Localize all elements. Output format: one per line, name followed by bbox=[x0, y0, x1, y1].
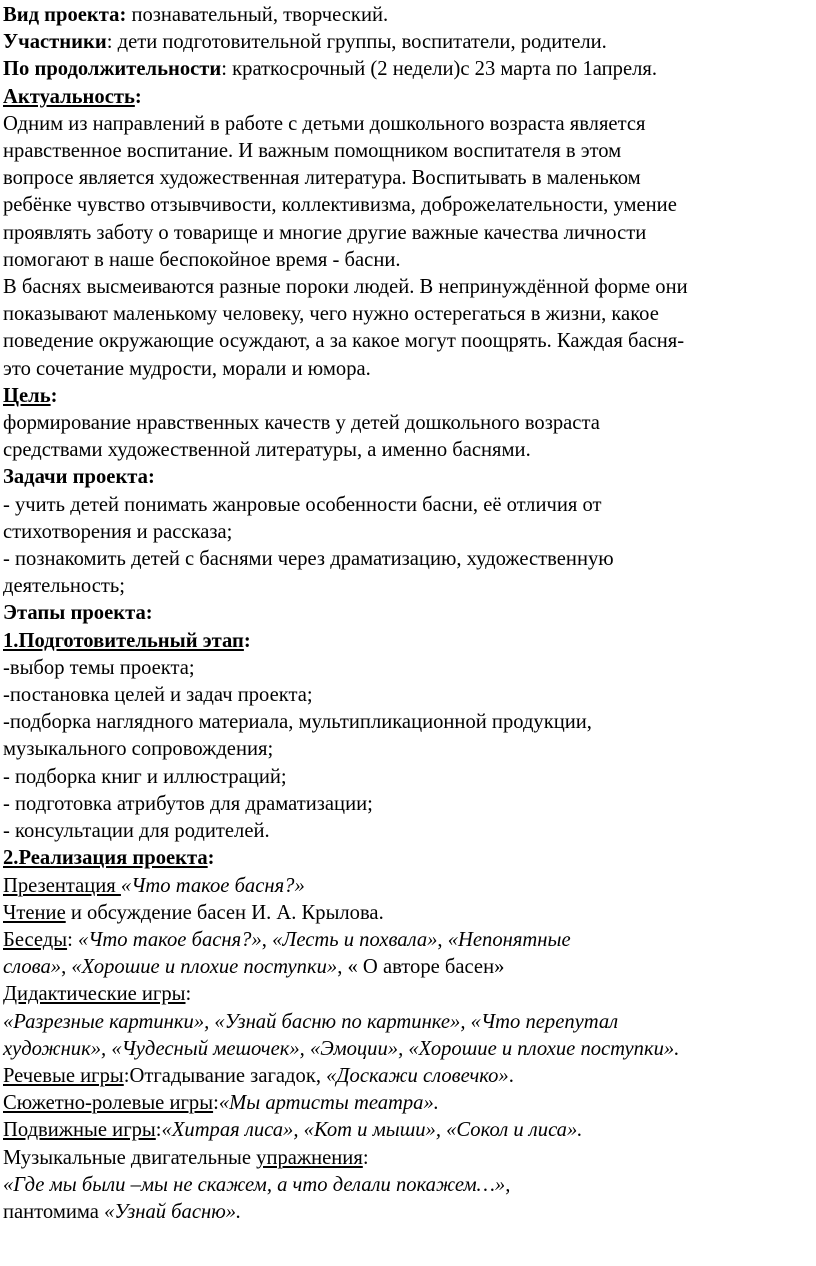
duration-label: По продолжительности bbox=[3, 58, 222, 81]
stage1-heading: 1.Подготовительный этап: bbox=[3, 629, 251, 652]
relevance-paragraph-line: это сочетание мудрости, морали и юмора. bbox=[3, 357, 371, 380]
mobile-games-line: Подвижные игры:«Хитрая лиса», «Кот и мыши», «Сокол и лиса». bbox=[3, 1119, 583, 1142]
speech-games-label: Речевые игры bbox=[3, 1064, 124, 1087]
music-exercises-quote: «Где мы были –мы не скажем, а что делали покажем…», bbox=[3, 1173, 511, 1196]
stage1-item: - консультации для родителей. bbox=[3, 820, 270, 843]
project-type-value: познавательный, творческий. bbox=[126, 4, 389, 26]
goal-text-line: средствами художественной литературы, а именно баснями. bbox=[3, 439, 531, 462]
didactic-games-label: Дидактические игры bbox=[3, 983, 186, 1006]
didactic-games-list: художник», «Чудесный мешочек», «Эмоции», «Хорошие и плохие поступки». bbox=[3, 1037, 680, 1060]
reading-label: Чтение bbox=[3, 901, 66, 924]
stage1-item: музыкального сопровождения; bbox=[3, 738, 274, 761]
participants-value: : дети подготовительной группы, воспитатели, родители. bbox=[106, 31, 607, 54]
project-type-line bbox=[3, 2, 812, 29]
project-type-label: Вид проекта: bbox=[3, 4, 127, 26]
relevance-paragraph-line: помогают в наше беспокойное время - басни. bbox=[3, 248, 401, 271]
reading-line: Чтение и обсуждение басен И. А. Крылова. bbox=[3, 901, 384, 924]
goal-heading: Цель: bbox=[3, 384, 58, 407]
goal-text-line: формирование нравственных качеств у детей дошкольного возраста bbox=[3, 412, 600, 435]
music-exercises-label: упражнения bbox=[256, 1146, 363, 1169]
duration-line bbox=[3, 56, 812, 83]
relevance-paragraph-line: В баснях высмеиваются разные пороки людей. В непринуждённой форме они bbox=[3, 276, 688, 299]
mobile-games-label: Подвижные игры bbox=[3, 1119, 156, 1142]
stage1-item: - подготовка атрибутов для драматизации; bbox=[3, 792, 373, 815]
tasks-text-line: - учить детей понимать жанровые особенности басни, её отличия от bbox=[3, 493, 602, 516]
participants-line bbox=[3, 29, 812, 56]
relevance-paragraph-line: нравственное воспитание. И важным помощником воспитателя в этом bbox=[3, 140, 622, 163]
relevance-paragraph-line: вопросе является художественная литература. Воспитывать в маленьком bbox=[3, 167, 641, 190]
relevance-paragraph-line: поведение окружающие осуждают, а за какое могут поощрять. Каждая басня- bbox=[3, 330, 685, 353]
tasks-heading: Задачи проекта: bbox=[3, 466, 155, 489]
stages-heading: Этапы проекта: bbox=[3, 602, 153, 625]
stage1-item: -выбор темы проекта; bbox=[3, 656, 195, 679]
presentation-label: Презентация bbox=[3, 874, 121, 897]
talks-label: Беседы bbox=[3, 928, 68, 951]
role-games-label: Сюжетно-ролевые игры bbox=[3, 1092, 214, 1115]
talks-line: слова», «Хорошие и плохие поступки», « О авторе басен» bbox=[3, 956, 505, 979]
tasks-text-line: деятельность; bbox=[3, 575, 125, 598]
relevance-heading: Актуальность: bbox=[3, 85, 142, 108]
didactic-games-list: «Разрезные картинки», «Узнай басню по картинке», «Что перепутал bbox=[3, 1010, 619, 1033]
duration-value: : краткосрочный (2 недели)с 23 марта по 1апреля. bbox=[221, 58, 657, 81]
didactic-games-line: Дидактические игры: bbox=[3, 983, 192, 1006]
talks-line: Беседы: «Что такое басня?», «Лесть и похвала», «Непонятные bbox=[3, 928, 571, 951]
tasks-text-line: - познакомить детей с баснями через драматизацию, художественную bbox=[3, 548, 614, 571]
participants-label: Участники bbox=[3, 31, 107, 54]
speech-games-line: Речевые игры:Отгадывание загадок, «Доскажи словечко». bbox=[3, 1064, 514, 1087]
stage2-heading: 2.Реализация проекта: bbox=[3, 847, 215, 870]
relevance-paragraph-line: проявлять заботу о товарище и многие другие важные качества личности bbox=[3, 221, 647, 244]
relevance-paragraph-line: ребёнке чувство отзывчивости, коллективизма, доброжелательности, умение bbox=[3, 194, 677, 217]
relevance-paragraph-line: показывают маленькому человеку, чего нужно остерегаться в жизни, какое bbox=[3, 303, 659, 326]
presentation-line bbox=[3, 873, 812, 900]
relevance-paragraph-line: Одним из направлений в работе с детьми дошкольного возраста является bbox=[3, 112, 646, 135]
stage1-item: -подборка наглядного материала, мультипликационной продукции, bbox=[3, 711, 592, 734]
tasks-text-line: стихотворения и рассказа; bbox=[3, 520, 233, 543]
music-exercises-line: Музыкальные двигательные упражнения: bbox=[3, 1146, 369, 1169]
presentation-title: «Что такое басня?» bbox=[120, 874, 305, 897]
role-games-line: Сюжетно-ролевые игры:«Мы артисты театра». bbox=[3, 1092, 439, 1115]
pantomime-line: пантомима «Узнай басню». bbox=[3, 1200, 242, 1223]
stage1-item: - подборка книг и иллюстраций; bbox=[3, 765, 287, 788]
stage1-item: -постановка целей и задач проекта; bbox=[3, 684, 313, 707]
